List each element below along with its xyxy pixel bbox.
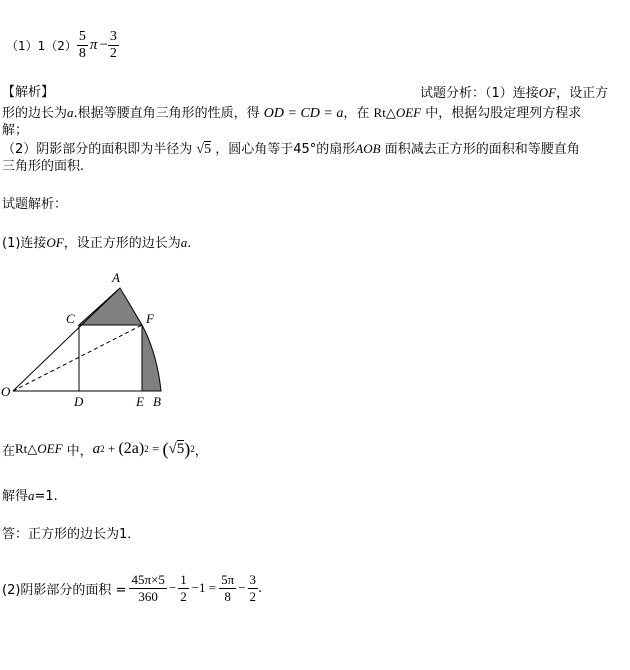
sqrt5: √5 <box>196 142 212 157</box>
label-b: B <box>153 394 161 409</box>
label-a: A <box>112 270 120 285</box>
pythagoras-equation: 在 Rt△ OEF 中， a 2 + (2a) 2 = ( √ 5 ) 2 ， <box>2 438 208 459</box>
shaded-arc-region <box>142 325 161 391</box>
answer-statement: 答：正方形的边长为1． <box>2 527 141 542</box>
fraction-5-8: $\frac{5}{8}$ <box>78 28 86 61</box>
minus-sign: − <box>99 36 108 53</box>
fraction-1-2: $\frac{1}{2}$ <box>180 571 187 604</box>
solve-line: 解得a=1. <box>2 488 58 504</box>
area-calculation: (2)阴影部分的面积 = $\frac{45\pi\times 5}{360}$ − $\frac{1}{2}$ −1 = $\frac{5\pi}{8}$ − $\frac{3}{2}$ . <box>2 571 263 604</box>
analysis-line4: （2）阴影部分的面积即为半径为 √5 ，圆心角等于45°的扇形AOB 面积减去正方形的面积和等腰直角 <box>2 141 580 157</box>
label-e: E <box>136 394 144 409</box>
label-d: D <box>74 394 84 409</box>
dashed-line-of <box>13 325 142 391</box>
shaded-triangle-acf <box>79 288 142 325</box>
fraction-3-2: $\frac{3}{2}$ <box>109 28 117 61</box>
pi-symbol: π <box>89 36 98 53</box>
solution-heading: 试题解析： <box>2 197 68 212</box>
answer-part1: （1）1 <box>6 38 46 53</box>
solution-step1: (1)连接OF，设正方形的边长为a. <box>2 235 192 251</box>
fraction-5pi-8: $\frac{5\pi}{8}$ <box>221 571 235 604</box>
geometry-figure <box>0 268 175 413</box>
analysis-line1: 试题分析：（1）连接OF，设正方 <box>420 85 609 101</box>
fraction-45pi5-360: $\frac{45\pi\times 5}{360}$ <box>131 571 165 604</box>
square-cdef <box>79 325 142 391</box>
answer-part2: （2） <box>45 38 77 53</box>
label-c: C <box>66 311 75 326</box>
analysis-line5: 三角形的面积. <box>2 159 85 174</box>
analysis-line2: 形的边长为a.根据等腰直角三角形的性质，得 OD = CD = a，在 Rt△OEF 中，根据勾股定理列方程求 <box>2 105 582 121</box>
answer-line <box>6 22 119 68</box>
line-oa <box>13 288 120 391</box>
analysis-line3: 解； <box>2 123 29 138</box>
fraction-3-2-final: $\frac{3}{2}$ <box>249 571 257 604</box>
jiexi-heading: 【解析】 <box>2 85 55 100</box>
label-f: F <box>146 311 154 326</box>
label-o: O <box>1 384 11 399</box>
